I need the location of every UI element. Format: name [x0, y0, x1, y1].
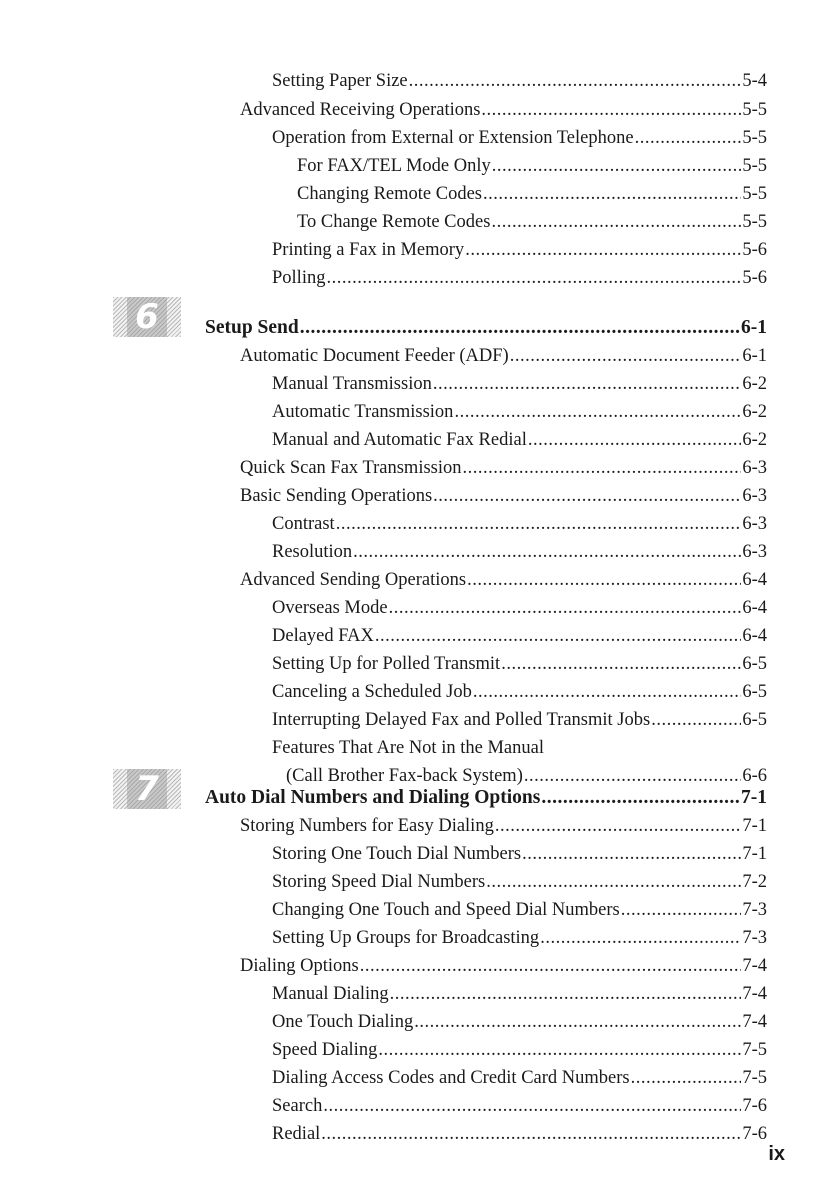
- dot-leader: [300, 317, 740, 339]
- toc-entry[interactable]: [272, 1096, 767, 1117]
- toc-entry[interactable]: [272, 1124, 767, 1145]
- entry-page: 6-3: [742, 542, 767, 562]
- entry-title: Resolution: [272, 542, 353, 562]
- entry-page: 6-3: [742, 486, 767, 506]
- entry-title: (Call Brother Fax-back System): [286, 766, 523, 786]
- entry-page: 6-5: [742, 710, 767, 730]
- entry-page: 6-2: [742, 374, 767, 394]
- toc-entry[interactable]: [272, 240, 767, 261]
- entry-page: 7-2: [742, 872, 767, 892]
- entry-title: Automatic Document Feeder (ADF): [240, 346, 509, 366]
- toc-entry[interactable]: [297, 184, 767, 205]
- dot-leader: [375, 626, 741, 647]
- entry-page: 7-4: [742, 1012, 767, 1032]
- toc-entry[interactable]: [286, 766, 767, 787]
- dot-leader: [390, 984, 742, 1005]
- entry-page: 6-1: [742, 346, 767, 366]
- entry-page: 5-5: [742, 212, 767, 232]
- toc-entry[interactable]: [240, 100, 767, 121]
- dot-leader: [433, 486, 741, 507]
- entry-page: 6-3: [742, 514, 767, 534]
- entry-page: 7-3: [742, 900, 767, 920]
- dot-leader: [336, 514, 742, 535]
- toc-entry[interactable]: [272, 374, 767, 395]
- entry-page: 5-5: [742, 156, 767, 176]
- chapter-page: 6-1: [741, 317, 767, 338]
- dot-leader: [467, 570, 741, 591]
- entry-title: Automatic Transmission: [272, 402, 454, 422]
- entry-page: 5-5: [742, 184, 767, 204]
- entry-title: Speed Dialing: [272, 1040, 378, 1060]
- toc-entry[interactable]: [272, 71, 767, 92]
- entry-page: 5-5: [742, 100, 767, 120]
- toc-entry[interactable]: [272, 514, 767, 535]
- toc-entry[interactable]: [240, 458, 767, 479]
- toc-entry[interactable]: [272, 710, 767, 731]
- toc-entry[interactable]: [272, 984, 767, 1005]
- entry-page: 6-4: [742, 598, 767, 618]
- toc-entry[interactable]: [272, 844, 767, 865]
- entry-page: 6-6: [742, 766, 767, 786]
- entry-title: Features That Are Not in the Manual: [272, 738, 544, 758]
- entry-page: 5-6: [742, 240, 767, 260]
- entry-title: Basic Sending Operations: [240, 486, 433, 506]
- entry-title: Setting Up Groups for Broadcasting: [272, 928, 540, 948]
- entry-page: 7-5: [742, 1040, 767, 1060]
- entry-page: 6-5: [742, 682, 767, 702]
- toc-entry[interactable]: [272, 268, 767, 289]
- dot-leader: [360, 956, 742, 977]
- dot-leader: [414, 1012, 741, 1033]
- toc-entry[interactable]: [272, 1068, 767, 1089]
- toc-entry[interactable]: [240, 486, 767, 507]
- entry-page: 5-6: [742, 268, 767, 288]
- entry-page: 7-3: [742, 928, 767, 948]
- entry-title: Storing Numbers for Easy Dialing: [240, 816, 494, 836]
- toc-entry[interactable]: [272, 402, 767, 423]
- toc-entry[interactable]: [272, 626, 767, 647]
- entry-page: 6-4: [742, 570, 767, 590]
- entry-page: 7-4: [742, 984, 767, 1004]
- dot-leader: [651, 710, 741, 731]
- entry-title: Changing Remote Codes: [297, 184, 482, 204]
- entry-title: To Change Remote Codes: [297, 212, 491, 232]
- dot-leader: [528, 430, 741, 451]
- entry-page: 7-6: [742, 1096, 767, 1116]
- toc-entry[interactable]: [272, 682, 767, 703]
- dot-leader: [491, 212, 741, 233]
- entry-page: 7-5: [742, 1068, 767, 1088]
- entry-title: Advanced Receiving Operations: [240, 100, 481, 120]
- entry-title: Canceling a Scheduled Job: [272, 682, 472, 702]
- dot-leader: [524, 766, 741, 787]
- entry-page: 6-3: [742, 458, 767, 478]
- entry-title: Dialing Options: [240, 956, 359, 976]
- dot-leader: [454, 402, 741, 423]
- toc-entry[interactable]: [297, 156, 767, 177]
- entry-page: 7-4: [742, 956, 767, 976]
- entry-title: One Touch Dialing: [272, 1012, 414, 1032]
- entry-title: Printing a Fax in Memory: [272, 240, 465, 260]
- entry-title: Dialing Access Codes and Credit Card Numbers: [272, 1068, 630, 1088]
- page-number: ix: [768, 1143, 785, 1165]
- entry-title: Interrupting Delayed Fax and Polled Transmit Jobs: [272, 710, 651, 730]
- entry-page: 7-6: [742, 1124, 767, 1144]
- entry-title: Quick Scan Fax Transmission: [240, 458, 462, 478]
- dot-leader: [481, 100, 741, 121]
- chapter-heading[interactable]: [205, 317, 767, 339]
- toc-entry[interactable]: [272, 872, 767, 893]
- entry-title: Contrast: [272, 514, 335, 534]
- toc-entry[interactable]: [272, 542, 767, 563]
- toc-entry[interactable]: [272, 654, 767, 675]
- chapter-7-badge: 7: [113, 769, 181, 809]
- entry-title: Changing One Touch and Speed Dial Numbers: [272, 900, 620, 920]
- toc-entry[interactable]: [272, 1040, 767, 1061]
- dot-leader: [621, 900, 742, 921]
- chapter-6-badge: 6: [113, 297, 181, 337]
- entry-title: Setting Paper Size: [272, 71, 408, 91]
- dot-leader: [389, 598, 742, 619]
- toc-entry[interactable]: [272, 738, 767, 759]
- entry-page: 6-2: [742, 430, 767, 450]
- toc-entry[interactable]: [240, 956, 767, 977]
- entry-title: Manual Transmission: [272, 374, 432, 394]
- toc-entry[interactable]: [240, 816, 767, 837]
- dot-leader: [540, 928, 741, 949]
- dot-leader: [631, 1068, 742, 1089]
- entry-page: 6-2: [742, 402, 767, 422]
- dot-leader: [541, 787, 740, 809]
- dot-leader: [465, 240, 741, 261]
- chapter-page: 7-1: [741, 787, 767, 808]
- dot-leader: [495, 816, 742, 837]
- dot-leader: [522, 844, 741, 865]
- toc-entry[interactable]: [240, 570, 767, 591]
- entry-page: 5-5: [742, 128, 767, 148]
- toc-entry[interactable]: [272, 900, 767, 921]
- chapter-heading[interactable]: [205, 787, 767, 809]
- entry-title: Manual Dialing: [272, 984, 389, 1004]
- dot-leader: [326, 268, 741, 289]
- toc-entry[interactable]: [272, 928, 767, 949]
- dot-leader: [473, 682, 741, 703]
- entry-page: 6-4: [742, 626, 767, 646]
- dot-leader: [510, 346, 742, 367]
- dot-leader: [378, 1040, 741, 1061]
- toc-entry[interactable]: [272, 598, 767, 619]
- entry-title: For FAX/TEL Mode Only: [297, 156, 491, 176]
- entry-title: Delayed FAX: [272, 626, 374, 646]
- entry-page: 6-5: [742, 654, 767, 674]
- entry-title: Search: [272, 1096, 323, 1116]
- entry-title: Storing Speed Dial Numbers: [272, 872, 486, 892]
- entry-title: Redial: [272, 1124, 321, 1144]
- entry-title: Advanced Sending Operations: [240, 570, 467, 590]
- dot-leader: [501, 654, 741, 675]
- chapter-title: Auto Dial Numbers and Dialing Options: [205, 787, 541, 808]
- entry-title: Polling: [272, 268, 326, 288]
- dot-leader: [433, 374, 741, 395]
- entry-title: Manual and Automatic Fax Redial: [272, 430, 527, 450]
- dot-leader: [463, 458, 742, 479]
- entry-page: 5-4: [742, 71, 767, 91]
- dot-leader: [492, 156, 742, 177]
- entry-title: Operation from External or Extension Telephone: [272, 128, 634, 148]
- toc-entry[interactable]: [297, 212, 767, 233]
- entry-title: Overseas Mode: [272, 598, 388, 618]
- dot-leader: [353, 542, 741, 563]
- toc-entry[interactable]: [272, 1012, 767, 1033]
- dot-leader: [323, 1096, 741, 1117]
- entry-title: Storing One Touch Dial Numbers: [272, 844, 522, 864]
- entry-page: 7-1: [742, 844, 767, 864]
- toc-entry[interactable]: [240, 346, 767, 367]
- entry-title: Setting Up for Polled Transmit: [272, 654, 501, 674]
- dot-leader: [486, 872, 741, 893]
- dot-leader: [635, 128, 742, 149]
- dot-leader: [409, 71, 742, 92]
- dot-leader: [483, 184, 741, 205]
- dot-leader: [321, 1124, 741, 1145]
- toc-entry[interactable]: [272, 128, 767, 149]
- entry-page: 7-1: [742, 816, 767, 836]
- chapter-title: Setup Send: [205, 317, 299, 338]
- toc-entry[interactable]: [272, 430, 767, 451]
